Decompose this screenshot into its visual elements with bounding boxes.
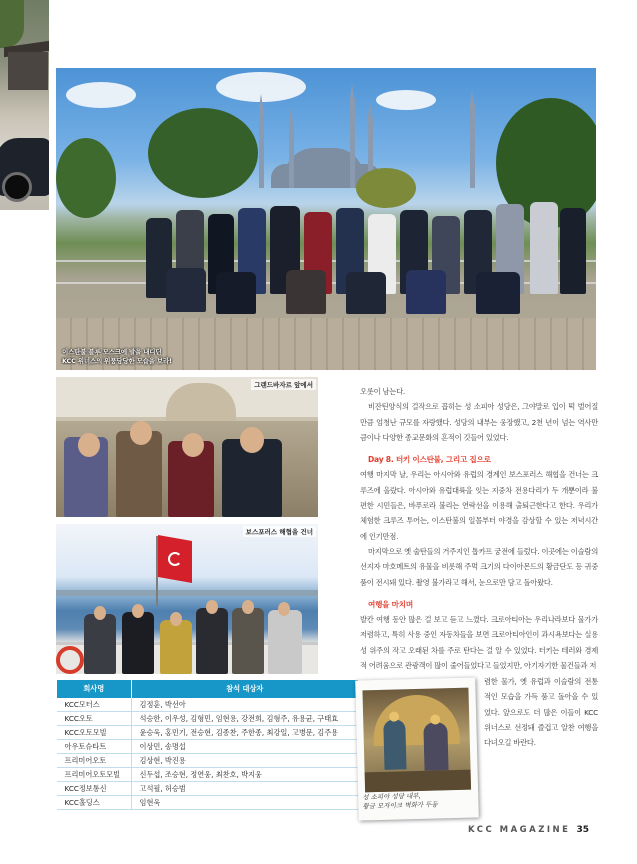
table-header-attendees: 참석 대상자 bbox=[131, 680, 358, 698]
people-cell: 윤승욱, 홍민기, 전승현, 김종찬, 주한종, 최강일, 고병문, 김주용 bbox=[131, 726, 358, 740]
company-cell: 프리미어오토 bbox=[57, 754, 132, 768]
table-header-company: 회사명 bbox=[57, 680, 132, 698]
table-row bbox=[57, 782, 359, 796]
article-paragraph: 렴한 물가, 옛 유럽과 이슬람의 전통적인 모습을 가득 품고 돌아올 수 있었다. 앞으로도 더 많은 이들이 KCC 위너스로 선정돼 즐겁고 알찬 여행을 다녀오길 바란다. bbox=[484, 677, 598, 748]
attendee-table bbox=[56, 680, 358, 810]
main-photo-caption-line1: 이스탄불 블루 모스크에 발을 내디딘 bbox=[62, 348, 162, 356]
bazaar-photo-caption: 그랜드바자르 앞에서 bbox=[251, 379, 316, 390]
table-row bbox=[57, 712, 359, 726]
people-cell: 김상현, 박진용 bbox=[131, 754, 358, 768]
company-cell: KCC오토 bbox=[57, 712, 132, 726]
page-number: 35 bbox=[576, 825, 590, 835]
blue-mosque-group-photo bbox=[56, 68, 596, 370]
hagia-sophia-polaroid bbox=[355, 677, 479, 820]
table-row bbox=[57, 796, 359, 810]
section-heading-day8: Day 8. 터키 이스탄불, 그리고 집으로 bbox=[368, 455, 491, 465]
company-cell: KCC정보통신 bbox=[57, 782, 132, 796]
section-heading-end: 여행을 마치며 bbox=[368, 599, 413, 609]
article-paragraph: 발칸 여행 동안 많은 걸 보고 듣고 느꼈다. 크로아티아는 우리나라보다 물가가 저렴하고, 특히 사용 중인 자동차들을 보면 크로아티아인이 과시욕보다는 실용성 위주의 작고 오래된 차를 주로 탄다는 걸 알 수 있었다. 터키는 테러와 경제적 어려움으로 관광객이 많이 줄어들었다고 들었지만, 아기자기한 물건들과 저 bbox=[360, 615, 598, 671]
company-cell: 프리미어오토모빌 bbox=[57, 768, 132, 782]
table-row bbox=[57, 768, 359, 782]
company-cell: KCC홀딩스 bbox=[57, 796, 132, 810]
people-cell: 김정훈, 박선아 bbox=[131, 698, 358, 712]
people-cell: 이상민, 송명섭 bbox=[131, 740, 358, 754]
polaroid-note-line1: 성 소피아 성당 내부, bbox=[362, 791, 421, 802]
mosaic-photo bbox=[362, 688, 471, 793]
table-row bbox=[57, 726, 359, 740]
previous-page-photo-edge bbox=[0, 0, 49, 210]
article-paragraph: 비잔틴양식의 걸작으로 꼽히는 성 소피아 성당은, 그야말로 입이 떡 벌어질 만큼 엄청난 규모를 자랑했다. 성당의 내부는 웅장했고, 2천 년이 넘는 역사만큼이나 다양한 종교문화의 흔적이 깃들어 있었다. bbox=[360, 402, 598, 442]
people-cell: 임현욱 bbox=[131, 796, 358, 810]
polaroid-note-line2: 황금 모자이크 벽화가 두둥 bbox=[362, 800, 438, 811]
article-column bbox=[360, 384, 598, 673]
cruise-photo-caption: 보스포러스 해협을 건너 bbox=[243, 526, 316, 537]
people-cell: 고석필, 허승범 bbox=[131, 782, 358, 796]
table-row bbox=[57, 740, 359, 754]
people-cell: 신두섭, 조승현, 정연웅, 최찬호, 박지웅 bbox=[131, 768, 358, 782]
company-cell: 아우토슈타트 bbox=[57, 740, 132, 754]
main-photo-caption-line2: KCC 위너스의 위풍당당한 모습을 보라! bbox=[62, 357, 172, 365]
company-cell: KCC오토모빌 bbox=[57, 726, 132, 740]
page-footer bbox=[468, 825, 589, 835]
table-row bbox=[57, 754, 359, 768]
table-row bbox=[57, 698, 359, 712]
article-wrapped-column bbox=[484, 674, 598, 750]
company-cell: KCC모터스 bbox=[57, 698, 132, 712]
article-paragraph: 오롯이 남는다. bbox=[360, 387, 405, 396]
article-paragraph: 여행 마지막 날, 우리는 아시아와 유럽의 경계인 보스포러스 해협을 건너는 크루즈에 올랐다. 아시아와 유럽대륙을 잇는 지중차 전용다리가 두 개뿐이라 불편한 시민들은, 바푸로라 불리는 연락선을 이용해 출퇴근한다고 한다. 우리가 체험한 크루즈 투어는, 이스탄불의 일몰부터 야경을 감상할 수 있는 저녁시간에 인기만점. bbox=[360, 470, 598, 541]
article-paragraph: 마지막으로 옛 술탄들의 거주지인 톱카프 궁전에 들렀다. 이곳에는 이슬람의 선지자 마호메트의 유물을 비롯해 주먹 크기의 다이아몬드의 황금단도 등 귀중품이 전시돼 있다. 촬영 불가라고 해서, 눈으로만 담고 돌아왔다. bbox=[360, 546, 598, 587]
grand-bazaar-photo bbox=[56, 377, 318, 517]
magazine-name: KCC MAGAZINE bbox=[468, 825, 571, 835]
people-cell: 석승한, 이우성, 김형민, 임현용, 강전희, 김형주, 유용균, 구태효 bbox=[131, 712, 358, 726]
bosphorus-cruise-photo bbox=[56, 524, 318, 674]
